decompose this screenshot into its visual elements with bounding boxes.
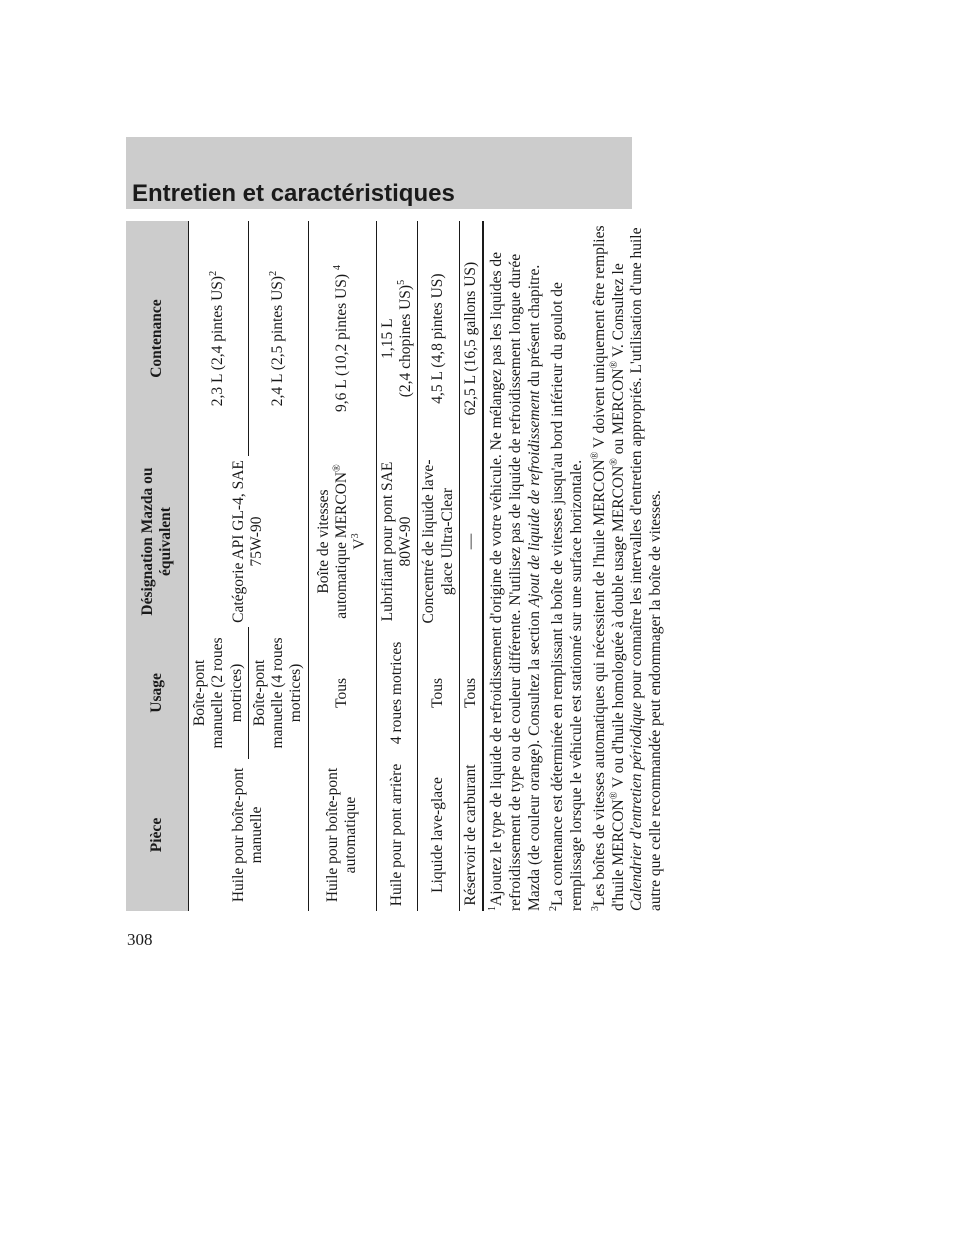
section-title: Entretien et caractéristiques [132, 180, 455, 207]
footnote-2 [549, 221, 587, 911]
designation-suffix: V [351, 538, 369, 550]
table-header-row [126, 221, 189, 911]
registered-mark: ® [608, 458, 620, 466]
column-header-usage: Usage [126, 627, 189, 759]
table-row [189, 221, 249, 911]
contenance-line1: 1,15 L [378, 318, 396, 359]
column-header-designation: Désignation Mazda ou équivalent [126, 456, 189, 627]
footnote-text: V doivent uniquement être remplies d'huile MERCON [590, 225, 627, 911]
cell-designation: Concentré de liquide lave-glace Ultra-Clear [418, 456, 460, 627]
footnote-number: 3 [589, 906, 601, 911]
footnote-text: du présent chapitre. [525, 264, 543, 391]
column-header-contenance: Contenance [126, 221, 189, 456]
cell-piece: Huile pour boîte-pont manuelle [189, 759, 309, 911]
cell-piece: Huile pour pont arrière [376, 759, 418, 911]
cell-designation [308, 456, 376, 627]
contenance-text: 2,4 L (2,5 pintes US) [269, 275, 287, 407]
footnote-number: 1 [486, 906, 498, 911]
cell-usage: 4 roues motrices [376, 627, 418, 759]
cell-piece: Liquide lave-glace [418, 759, 460, 911]
designation-text: Boîte de vitesses automatique MERCON [314, 471, 351, 619]
footnote-text: V. Consultez le [609, 263, 627, 361]
cell-usage: Tous [308, 627, 376, 759]
registered-mark: ® [589, 451, 601, 460]
footnote-ref: 4 [331, 265, 343, 271]
capacities-table [126, 221, 484, 911]
footnote-ref: 2 [267, 270, 279, 276]
page-number: 308 [127, 930, 153, 949]
contenance-text: 2,3 L (2,4 pintes US) [209, 275, 227, 407]
cell-contenance [376, 221, 418, 456]
rotated-content [126, 221, 665, 911]
cell-usage: Boîte-pont manuelle (2 roues motrices) [189, 627, 249, 759]
cell-contenance [308, 221, 376, 456]
contenance-line2: (2,4 chopines US) [396, 284, 414, 398]
footnote-text: V ou d'huile homologuée à double usage MERCON [609, 465, 627, 792]
registered-mark: ® [331, 464, 343, 472]
cell-usage: Tous [418, 627, 460, 759]
section-reference: Calendrier d'entretien périodique [628, 702, 646, 911]
footnote-text: pour connaître les intervalles d'entretien appropriés. L'utilisation d'une huile autre que celle recommandée peut endommager la boîte de vitesses. [628, 227, 665, 911]
cell-contenance: 62,5 L (16,5 gallons US) [459, 221, 483, 456]
section-reference: Ajout de liquide de refroidissement [525, 390, 543, 608]
cell-designation: Lubrifiant pour pont SAE 80W-90 [376, 456, 418, 627]
footnote-ref: 5 [395, 279, 407, 285]
cell-piece: Réservoir de carburant [459, 759, 483, 911]
footnote-text: Ajoutez le type de liquide de refroidissement d'origine de votre véhicule. Ne mélangez pas les liquides de refroidissement de type ou de couleur différente. N'utilisez pas de liquide de refroidissement longue durée Mazda (de couleur orange). Consultez la section [488, 251, 543, 911]
footnote-3 [591, 221, 667, 911]
footnote-text: ou MERCON [609, 368, 627, 459]
registered-mark: ® [608, 360, 620, 369]
cell-designation: Catégorie API GL-4, SAE 75W-90 [189, 456, 309, 627]
cell-piece: Huile pour boîte-pont automatique [308, 759, 376, 911]
footnote-ref: 3 [350, 533, 362, 539]
cell-designation: — [459, 456, 483, 627]
registered-mark: ® [608, 791, 620, 800]
footnote-ref: 2 [208, 270, 220, 276]
column-header-piece: Pièce [126, 759, 189, 911]
cell-contenance [248, 221, 308, 456]
cell-contenance: 4,5 L (4,8 pintes US) [418, 221, 460, 456]
table-row [418, 221, 460, 911]
footnote-number: 2 [547, 906, 559, 911]
table-row [459, 221, 483, 911]
cell-usage: Tous [459, 627, 483, 759]
footnote-1 [488, 221, 545, 911]
footnotes [488, 221, 666, 911]
contenance-text: 9,6 L (10,2 pintes US) [333, 273, 351, 413]
table-row [376, 221, 418, 911]
cell-contenance [189, 221, 249, 456]
table-row [308, 221, 376, 911]
footnote-text: Les boîtes de vitesses automatiques qui nécessitent de l'huile MERCON [590, 459, 608, 906]
cell-usage: Boîte-pont manuelle (4 roues motrices) [248, 627, 308, 759]
footnote-text: La contenance est déterminée en remplissant la boîte de vitesses jusqu'au bord inférieur du goulot de remplissage lorsque le véhicule est stationné sur une surface horizontale. [548, 282, 585, 911]
